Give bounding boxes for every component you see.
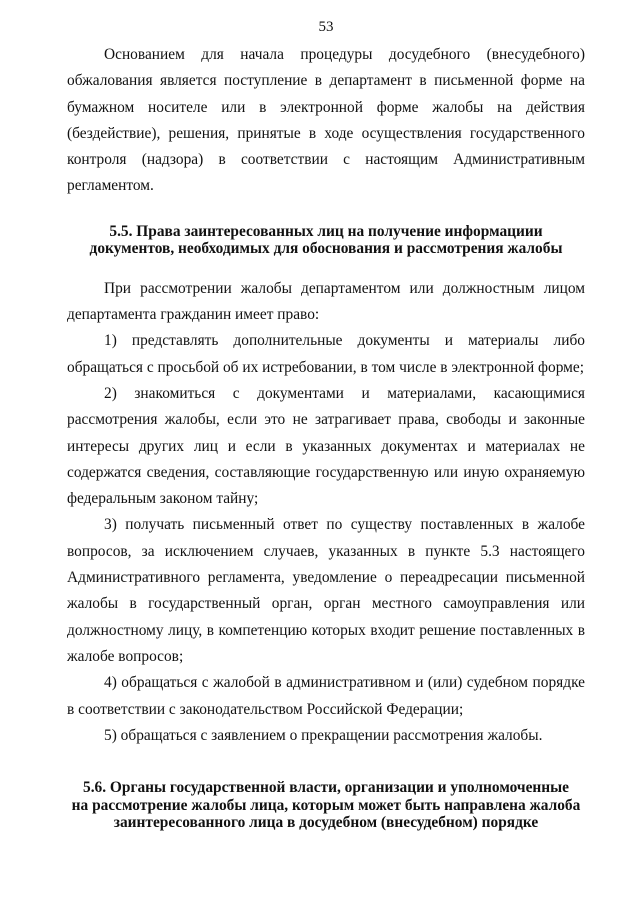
list-item-right-1: 1) представлять дополнительные документы и материалы либо обращаться с просьбой об их истребовании, в том числе в электронной форме; xyxy=(67,332,585,376)
section-5-6-heading xyxy=(67,779,585,832)
section-heading-line: 5.5. Права заинтересованных лиц на получение информациии xyxy=(109,222,543,240)
section-heading-line: 5.6. Органы государственной власти, организации и уполномоченные xyxy=(83,779,569,797)
spacer xyxy=(67,200,585,223)
spacer xyxy=(67,258,585,276)
section-5-5-heading xyxy=(67,223,585,258)
list-item-right-3: 3) получать письменный ответ по существу поставленных в жалобе вопросов, за исключением случаев, указанных в пункте 5.3 настоящего Административного регламента, уведомление о переадресации письменной жалобы в государственный орган, орган местного самоуправления или должностному лицу, в компетенцию которых входит решение поставленных в жалобе вопросов; xyxy=(67,516,585,665)
section-5-5-body xyxy=(67,276,585,749)
paragraph-intro-rights: При рассмотрении жалобы департаментом или должностным лицом департамента гражданин имеет право: xyxy=(67,279,585,324)
section-heading-line: на рассмотрение жалобы лица, которым может быть направлена жалоба xyxy=(71,796,581,814)
paragraph-grounds-for-appeal: Основанием для начала процедуры досудебного (внесудебного) обжалования является поступление в департамент в письменной форме на бумажном носителе или в электронной форме жалобы на действия (бездействие), решения, принятые в ходе осуществления государственного контроля (надзора) в соответствии с настоящим Административным регламентом. xyxy=(67,46,585,195)
list-item-right-2: 2) знакомиться с документами и материалами, касающимися рассмотрения жалобы, если это не затрагивает права, свободы и законные интересы других лиц и если в указанных документах и материалах не содержатся сведения, составляющие государственную или иную охраняемую федеральным законом тайну; xyxy=(67,384,585,508)
list-item-right-4: 4) обращаться с жалобой в административном и (или) судебном порядке в соответствии с законодательством Российской Федерации; xyxy=(67,674,585,718)
page-number: 53 xyxy=(318,19,334,35)
section-heading-line: заинтересованного лица в досудебном (внесудебном) порядке xyxy=(113,814,539,832)
spacer xyxy=(67,749,585,779)
list-item-right-5: 5) обращаться с заявлением о прекращении рассмотрения жалобы. xyxy=(104,726,543,744)
section-heading-line: документов, необходимых для обоснования и рассмотрения жалобы xyxy=(89,240,563,258)
